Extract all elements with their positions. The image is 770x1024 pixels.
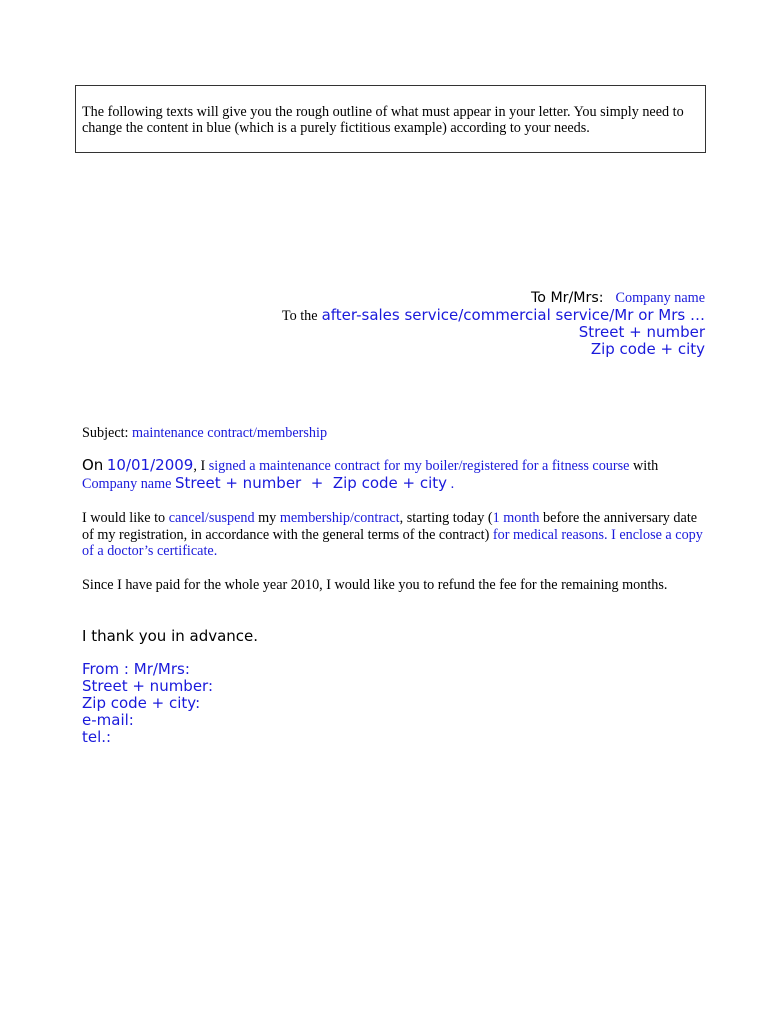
recipient-street: Street + number xyxy=(578,323,705,341)
sender-street: Street + number: xyxy=(82,677,214,695)
instruction-note-text: The following texts will give you the rough outline of what must appear in your letter. You simply need to change the content in blue (which is a purely fictitious example) according to your needs. xyxy=(82,104,684,136)
cancel-object: membership/contract xyxy=(279,510,400,526)
contract-action: signed a maintenance contract for my boiler/registered for a fitness course xyxy=(208,458,630,474)
subject-line xyxy=(82,425,712,442)
recipient-department: after-sales service/commercial service/Mr or Mrs … xyxy=(321,306,705,324)
recipient-zip-city: Zip code + city xyxy=(590,340,705,358)
anniversary-text: before the anniversary date of my registration, in accordance with the general terms of the contract) xyxy=(82,510,698,543)
paragraph-refund xyxy=(82,577,712,594)
paragraph-cancellation xyxy=(82,510,712,560)
would-like-to: I would like to xyxy=(82,510,166,526)
my-word: my xyxy=(258,510,277,526)
contract-company-address: Street + number + Zip code + city xyxy=(175,474,448,492)
sender-email: e-mail: xyxy=(82,711,134,729)
cancel-reason: for medical reasons. I enclose a copy of a doctor’s certificate. xyxy=(82,526,703,559)
paragraph-contract xyxy=(82,457,712,493)
subject-label: Subject: xyxy=(82,425,129,441)
cancel-action: cancel/suspend xyxy=(168,510,255,526)
contract-company-name: Company name xyxy=(82,476,172,492)
starting-today: , starting today ( xyxy=(399,510,493,526)
with-word: with xyxy=(633,458,659,474)
instruction-note-box xyxy=(75,85,706,153)
closing-thanks: I thank you in advance. xyxy=(82,627,259,645)
sender-tel: tel.: xyxy=(82,728,112,746)
to-mr-mrs-label: To Mr/Mrs: xyxy=(531,290,604,306)
subject-value: maintenance contract/membership xyxy=(132,425,328,441)
recipient-line-name xyxy=(531,289,705,307)
on-word: On xyxy=(82,456,104,474)
sender-zip-city: Zip code + city: xyxy=(82,694,201,712)
sender-from: From : Mr/Mrs: xyxy=(82,660,190,678)
recipient-company-name: Company name xyxy=(615,290,705,306)
paragraph-dot: . xyxy=(450,476,455,492)
sender-block xyxy=(82,661,712,746)
notice-period: 1 month xyxy=(492,510,540,526)
i-comma: , I xyxy=(193,458,206,474)
contract-date: 10/01/2009 xyxy=(106,456,194,474)
to-the-label: To the xyxy=(281,308,318,324)
refund-text: Since I have paid for the whole year 2010, I would like you to refund the fee for the remaining months. xyxy=(82,577,668,593)
